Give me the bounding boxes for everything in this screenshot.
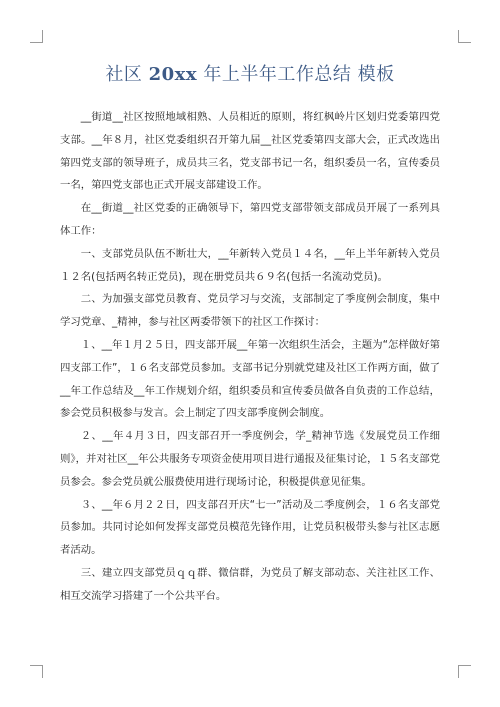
document-body [60, 106, 440, 608]
crop-mark-top-right [458, 30, 471, 43]
title-suffix: 年上半年工作总结 模板 [197, 64, 395, 85]
paragraph-item-one: １、__年１月２５日，四支部开展__年第一次组织生活会，主题为“怎样做好第四支部工作”，１６名支部党员参加。支部书记分别就党建及社区工作两方面，做了__年工作总结及__年工作规划介绍，组织委员和宣传委员做各自负责的工作总结，参会党员积极参与发言。会上制定了四支部季度例会制度。 [60, 338, 440, 420]
paragraph-section-one: 一、支部党员队伍不断壮大，__年新转入党员１４名，__年上半年新转入党员１２名(包括两名转正党员)，现在册党员共６９名(包括一名流动党员)。 [60, 247, 440, 283]
crop-mark-bottom-left [30, 665, 43, 678]
paragraph-item-two: ２、__年４月３日，四支部召开一季度例会，学_精神节选《发展党员工作细则》，并对社区__年公共服务专项资金使用项目进行通报及征集讨论，１５名支部党员参会。参会党员就公服费使用进行现场讨论，积极提供意见征集。 [60, 430, 440, 488]
crop-mark-top-left [30, 30, 43, 43]
paragraph-section-three: 三、建立四支部党员ｑｑ群、微信群，为党员了解支部动态、关注社区工作、相互交流学习搭建了一个公共平台。 [60, 566, 440, 602]
paragraph-section-two: 二、为加强支部党员教育、党员学习与交流，支部制定了季度例会制度，集中学习党章、_精神，参与社区两委带领下的社区工作探讨： [60, 293, 440, 329]
document-title [0, 62, 500, 88]
title-prefix: 社区 [105, 64, 149, 85]
title-year: 20xx [148, 64, 198, 85]
paragraph-leadership: 在__街道__社区党委的正确领导下，第四党支部带领支部成员开展了一系列具体工作： [60, 202, 440, 237]
paragraph-item-three: ３、__年６月２２日，四支部召开庆“七一”活动及二季度例会，１６名支部党员参加。共同讨论如何发挥支部党员模范先锋作用，让党员积极带头参与社区志愿者活动。 [60, 498, 440, 557]
crop-mark-bottom-right [458, 665, 471, 678]
paragraph-intro: __街道__社区按照地域相熟、人员相近的原则，将红枫岭片区划归党委第四党支部。__年８月，社区党委组织召开第九届__社区党委第四支部大会，正式改选出第四党支部的领导班子，成员共三名，党支部书记一名，组织委员一名，宣传委员一名，第四党支部也正式开展支部建设工作。 [60, 111, 440, 192]
